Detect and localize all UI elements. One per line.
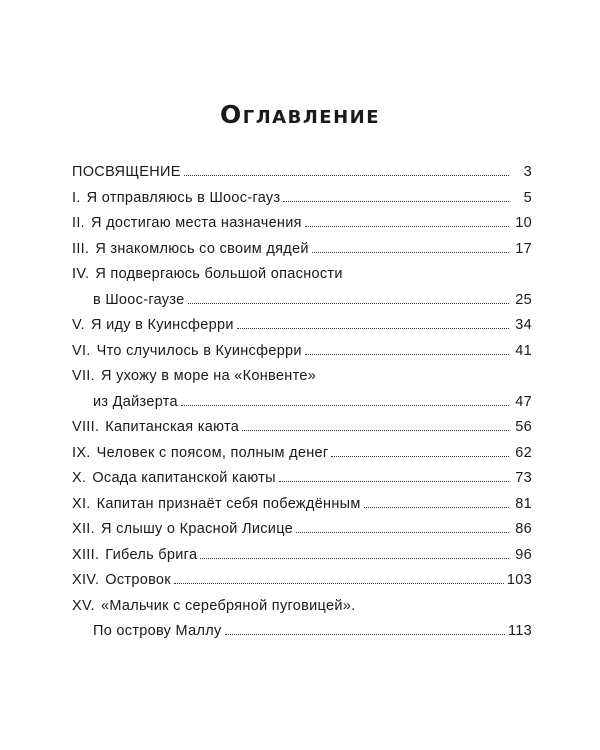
toc-entry-label: «Мальчик с серебряной пуговицей». bbox=[100, 597, 356, 614]
toc-entry-number: XI. bbox=[72, 495, 91, 512]
dot-leader bbox=[181, 405, 509, 406]
toc-entry-number: XV. bbox=[72, 597, 95, 614]
dot-leader bbox=[296, 532, 509, 533]
toc-entry[interactable] bbox=[72, 313, 532, 339]
dot-leader bbox=[279, 481, 509, 482]
toc-entry-number: VII. bbox=[72, 368, 95, 384]
toc-entry[interactable] bbox=[72, 262, 532, 288]
dot-leader bbox=[242, 430, 509, 431]
toc-entry-number: IV. bbox=[72, 266, 90, 282]
toc-entry-label: Я знакомлюсь со своим дядей bbox=[95, 240, 309, 257]
toc-entry-label: Капитан признаёт себя побеждённым bbox=[96, 495, 361, 512]
toc-entry-continuation[interactable] bbox=[72, 288, 532, 314]
toc-entry-label: Что случилось в Куинсферри bbox=[96, 342, 302, 359]
dot-leader bbox=[305, 354, 509, 355]
toc-entry-number: XIII. bbox=[72, 546, 100, 563]
dot-leader bbox=[225, 634, 505, 635]
toc-entry-label: Капитанская каюта bbox=[105, 419, 240, 435]
toc-entry-number: X. bbox=[72, 470, 87, 486]
toc-entry-number: V. bbox=[72, 317, 85, 333]
toc-entry-page: 34 bbox=[515, 317, 532, 333]
toc-entry[interactable] bbox=[72, 466, 532, 492]
toc-entry-page: 96 bbox=[515, 546, 532, 563]
dot-leader bbox=[184, 175, 509, 176]
dot-leader bbox=[237, 328, 509, 329]
dot-leader bbox=[305, 226, 509, 227]
toc-entry-label: Я достигаю места назначения bbox=[91, 215, 302, 231]
toc-entry-page: 86 bbox=[515, 521, 532, 537]
toc-entry-page: 81 bbox=[515, 495, 532, 512]
page-title: Оглавление bbox=[220, 100, 380, 129]
toc-entry-page: 5 bbox=[523, 189, 532, 206]
toc-entry-number: VI. bbox=[72, 342, 91, 359]
toc-entry-number: VIII. bbox=[72, 419, 100, 435]
toc-entry[interactable] bbox=[72, 237, 532, 263]
toc-entry[interactable] bbox=[72, 211, 532, 237]
toc-entry[interactable] bbox=[72, 568, 532, 594]
dot-leader bbox=[188, 303, 510, 304]
toc-entry[interactable] bbox=[72, 364, 532, 390]
toc-entry[interactable] bbox=[72, 492, 532, 518]
toc-entry-page: 73 bbox=[515, 470, 532, 486]
toc-entry-page: 113 bbox=[507, 623, 532, 639]
dot-leader bbox=[312, 252, 509, 253]
toc-entry-number: I. bbox=[72, 189, 81, 206]
toc-entry-label: Я подвергаюсь большой опасности bbox=[95, 266, 343, 282]
toc-entry-page: 103 bbox=[506, 572, 532, 588]
toc-entry[interactable] bbox=[72, 186, 532, 212]
toc-entry-label: Я отправляюсь в Шоос-гауз bbox=[86, 189, 281, 206]
toc-entry-label: Гибель брига bbox=[105, 546, 198, 563]
dot-leader bbox=[174, 583, 504, 584]
dot-leader bbox=[331, 456, 509, 457]
toc-entry-number: II. bbox=[72, 215, 85, 231]
toc-entry-label: По острову Маллу bbox=[93, 623, 222, 639]
dot-leader bbox=[364, 507, 509, 508]
toc-entry-page: 41 bbox=[515, 342, 532, 359]
toc-entry-number: IX. bbox=[72, 444, 91, 461]
toc-entry-page: 3 bbox=[523, 164, 532, 180]
toc-entry-continuation[interactable] bbox=[72, 390, 532, 416]
toc-entry-label: Я ухожу в море на «Конвенте» bbox=[100, 368, 317, 384]
toc-entry-label: из Дайзерта bbox=[93, 393, 178, 410]
toc-entry-label: Я иду в Куинсферри bbox=[90, 317, 234, 333]
toc-entry-label: Осада капитанской каюты bbox=[92, 470, 276, 486]
toc-entry-label: в Шоос-гаузе bbox=[93, 291, 185, 308]
toc-entry-page: 10 bbox=[515, 215, 532, 231]
toc-entry-page: 17 bbox=[515, 240, 532, 257]
toc-entry[interactable] bbox=[72, 339, 532, 365]
toc-entry-page: 25 bbox=[515, 291, 532, 308]
toc-entry-number: XIV. bbox=[72, 572, 100, 588]
dot-leader bbox=[283, 201, 509, 202]
toc-entry-page: 62 bbox=[515, 444, 532, 461]
dot-leader bbox=[200, 558, 509, 559]
toc-entry[interactable] bbox=[72, 517, 532, 543]
toc-entry-continuation[interactable] bbox=[72, 619, 532, 645]
toc-entry-page: 56 bbox=[515, 419, 532, 435]
toc-entry[interactable] bbox=[72, 594, 532, 620]
toc-entry-page: 47 bbox=[515, 393, 532, 410]
toc-entry-number: XII. bbox=[72, 521, 95, 537]
table-of-contents bbox=[72, 160, 532, 645]
toc-entry-label: Человек с поясом, полным денег bbox=[96, 444, 329, 461]
toc-entry-label: ПОСВЯЩЕНИЕ bbox=[72, 164, 181, 180]
toc-entry-label: Я слышу о Красной Лисице bbox=[100, 521, 294, 537]
toc-entry-label: Островок bbox=[105, 572, 171, 588]
toc-entry-number: III. bbox=[72, 240, 90, 257]
toc-entry[interactable] bbox=[72, 441, 532, 467]
toc-entry[interactable] bbox=[72, 543, 532, 569]
toc-entry[interactable] bbox=[72, 415, 532, 441]
toc-entry[interactable] bbox=[72, 160, 532, 186]
